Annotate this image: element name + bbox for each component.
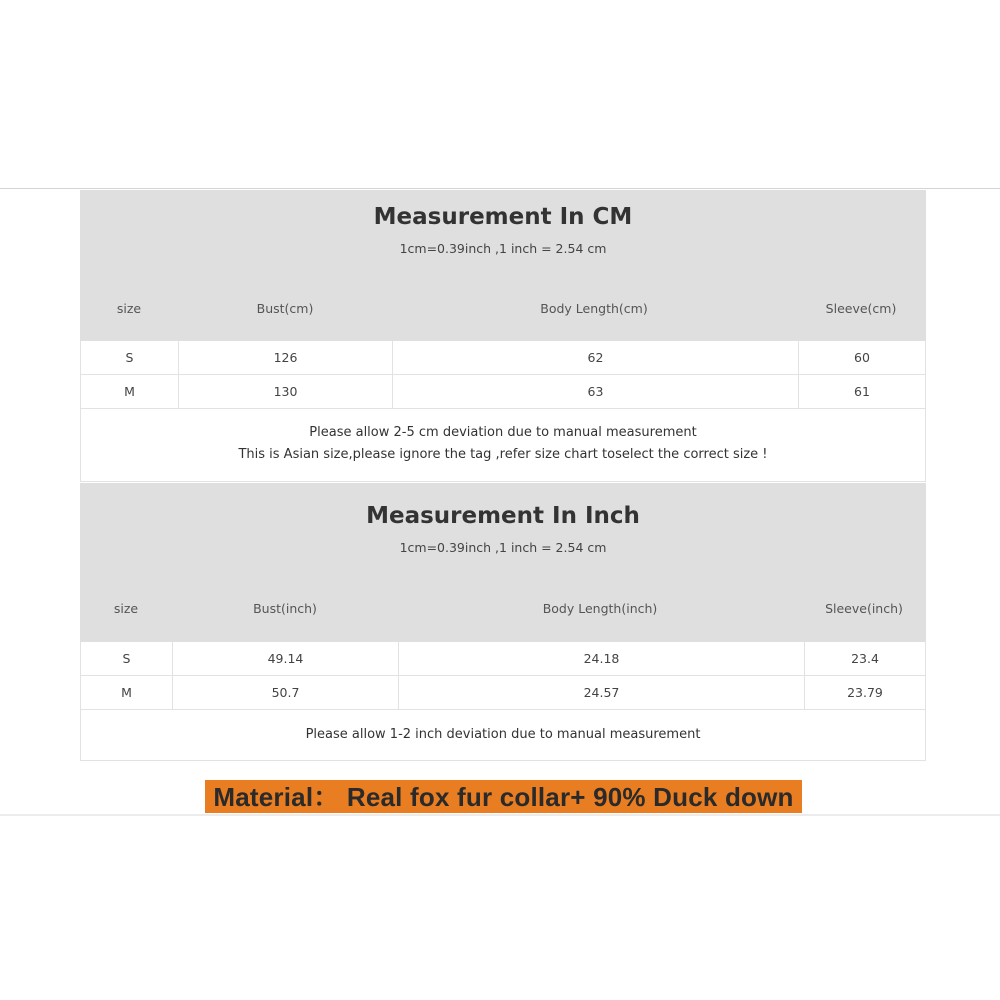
sleeve-cell: 60: [798, 341, 925, 374]
bust-cell: 126: [178, 341, 392, 374]
table-row: [81, 676, 925, 710]
bust-cell: 49.14: [172, 642, 398, 675]
bottom-divider: [0, 814, 1000, 816]
size-chart-inch: [80, 483, 926, 761]
bust-cell: 130: [178, 375, 392, 408]
deviation-note: [80, 409, 926, 482]
top-divider: [0, 188, 1000, 189]
deviation-note-line: Please allow 2-5 cm deviation due to manual measurement: [309, 425, 697, 440]
deviation-note: [80, 710, 926, 761]
body-length-cell: 24.18: [398, 642, 804, 675]
size-chart-inch-header: [80, 483, 926, 642]
sleeve-cell: 23.79: [804, 676, 925, 709]
size-chart-inch-body: [80, 642, 926, 710]
sleeve-cell: 61: [798, 375, 925, 408]
body-length-cell: 62: [392, 341, 798, 374]
chart-title: Measurement In Inch: [366, 503, 640, 529]
column-header-sleeve: Sleeve(cm): [825, 301, 897, 316]
column-header-body-length: Body Length(cm): [540, 301, 648, 316]
body-length-cell: 63: [392, 375, 798, 408]
size-cell: M: [121, 685, 132, 700]
bust-cell: 50.7: [172, 676, 398, 709]
column-header-bust: Bust(cm): [256, 301, 314, 316]
body-length-cell: 24.57: [398, 676, 804, 709]
column-header-body-length: Body Length(inch): [542, 601, 658, 616]
asian-size-note-line: This is Asian size,please ignore the tag ,refer size chart toselect the correct size !: [238, 447, 768, 462]
size-chart-cm: [80, 190, 926, 482]
column-header-size: size: [113, 601, 139, 616]
column-header-size: size: [116, 301, 142, 316]
column-header-bust: Bust(inch): [253, 601, 317, 616]
size-chart-cm-header: [80, 190, 926, 341]
table-row: [81, 341, 925, 375]
size-cell: S: [125, 350, 134, 365]
table-row: [81, 375, 925, 409]
table-row: [81, 642, 925, 676]
sleeve-cell: 23.4: [804, 642, 925, 675]
deviation-note-line: Please allow 1-2 inch deviation due to manual measurement: [305, 727, 701, 742]
size-cell: S: [122, 651, 131, 666]
material-banner: Material： Real fox fur collar+ 90% Duck down: [205, 780, 802, 813]
chart-title: Measurement In CM: [373, 204, 633, 230]
size-chart-cm-body: [80, 341, 926, 409]
conversion-note: 1cm=0.39inch ,1 inch = 2.54 cm: [399, 540, 607, 555]
column-header-sleeve: Sleeve(inch): [825, 601, 903, 616]
conversion-note: 1cm=0.39inch ,1 inch = 2.54 cm: [399, 241, 607, 256]
size-cell: M: [124, 384, 135, 399]
